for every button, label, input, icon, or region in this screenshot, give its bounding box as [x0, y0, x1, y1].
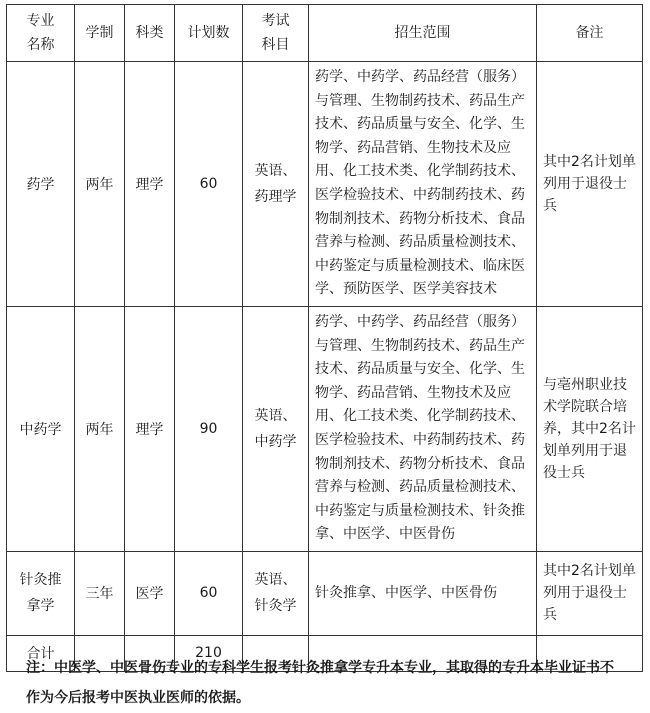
remark-cell: 其中2名计划单列用于退役士兵 — [537, 551, 643, 635]
table-row — [7, 62, 643, 307]
plan-cell: 60 — [175, 62, 243, 307]
header-remark: 备注 — [537, 5, 643, 62]
header-major: 专业 名称 — [7, 5, 75, 62]
duration-cell: 两年 — [75, 62, 125, 307]
subject-cell: 理学 — [125, 306, 175, 551]
header-scope: 招生范围 — [309, 5, 537, 62]
exam-cell: 英语、 药理学 — [243, 62, 309, 307]
subject-cell: 理学 — [125, 62, 175, 307]
footnote: 注：中医学、中医骨伤专业的专科学生报考针灸推拿学专升本专业，其取得的专升本毕业证书不作为今后报考中医执业医师的依据。 — [26, 660, 614, 706]
scope-cell: 针灸推拿、中医学、中医骨伤 — [309, 551, 537, 635]
duration-cell: 三年 — [75, 551, 125, 635]
total-plan: 210 — [175, 635, 243, 671]
scope-cell: 药学、中药学、药品经营（服务）与管理、生物制药技术、药品生产技术、药品质量与安全、化学、生物学、药品营销、生物技术及应用、化工技术类、化学制药技术、医学检验技术、中药制药技术、药物制剂技术、药物分析技术、食品营养与检测、药品质量检测技术、中药鉴定与质量检测技术、针灸推拿、中医学、中医骨伤 — [309, 306, 537, 551]
major-cell: 中药学 — [7, 306, 75, 551]
scope-cell: 药学、中药学、药品经营（服务）与管理、生物制药技术、药品生产技术、药品质量与安全、化学、生物学、药品营销、生物技术及应用、化工技术类、化学制药技术、医学检验技术、中药制药技术、药物制剂技术、药物分析技术、食品营养与检测、药品质量检测技术、中药鉴定与质量检测技术、临床医学、预防医学、医学美容技术 — [309, 62, 537, 307]
table-header-row — [7, 5, 643, 62]
exam-cell: 英语、 针灸学 — [243, 551, 309, 635]
admission-plan-table — [6, 4, 643, 672]
header-subject: 科类 — [125, 5, 175, 62]
remark-cell: 其中2名计划单列用于退役士兵 — [537, 62, 643, 307]
plan-cell: 90 — [175, 306, 243, 551]
major-cell: 针灸推 拿学 — [7, 551, 75, 635]
exam-cell: 英语、 中药学 — [243, 306, 309, 551]
duration-cell: 两年 — [75, 306, 125, 551]
table-row — [7, 306, 643, 551]
major-cell: 药学 — [7, 62, 75, 307]
table-row — [7, 551, 643, 635]
header-duration: 学制 — [75, 5, 125, 62]
plan-cell: 60 — [175, 551, 243, 635]
subject-cell: 医学 — [125, 551, 175, 635]
remark-cell: 与亳州职业技术学院联合培养，其中2名计划单列用于退役士兵 — [537, 306, 643, 551]
header-exam: 考试 科目 — [243, 5, 309, 62]
header-plan: 计划数 — [175, 5, 243, 62]
total-label: 合计 — [7, 635, 75, 671]
